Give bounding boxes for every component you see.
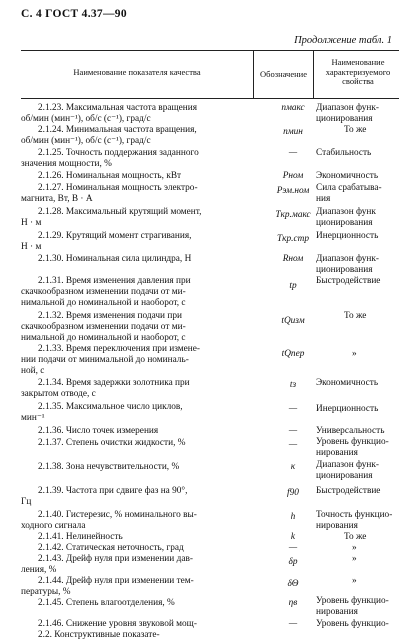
row-param-line: 2.1.38. Зона нечувствительности, %	[38, 462, 180, 472]
row-param-line: 2.1.44. Дрейф нуля при изменении тем-	[38, 576, 194, 586]
row-param-line: ной, с	[21, 366, 45, 376]
row-property: »	[352, 349, 357, 359]
column-header-property: Наименование характеризуемого свойства	[325, 57, 391, 86]
row-property: Уровень функцио-	[316, 619, 389, 629]
column-header-symbol: Обозначение	[260, 69, 307, 79]
row-property: нирования	[316, 521, 358, 531]
row-property: То же	[344, 125, 367, 135]
row-param-line: 2.1.30. Номинальная сила цилиндра, Н	[38, 254, 192, 264]
row-param-line: 2.1.27. Номинальная мощность электро-	[38, 183, 198, 193]
row-param-line: ления, %	[21, 565, 57, 575]
row-param-line: 2.1.29. Крутящий момент страгивания,	[38, 231, 192, 241]
row-symbol: ηв	[288, 598, 298, 608]
row-param-line: 2.1.36. Число точек измерения	[38, 426, 159, 436]
row-param-line: пературы, %	[21, 587, 71, 597]
row-symbol: tз	[289, 380, 297, 390]
row-param-line: 2.1.42. Статическая неточность, град	[38, 543, 184, 553]
row-property: Экономичность	[316, 171, 379, 181]
row-symbol: nмакс	[281, 103, 305, 113]
row-symbol: Tкр.макс	[275, 210, 311, 220]
row-symbol: —	[288, 426, 298, 436]
row-param-line: закрытом отводе, с	[21, 389, 96, 399]
row-param-line: магнита, Вт, В · А	[21, 194, 93, 204]
row-symbol: k	[290, 532, 296, 542]
row-symbol: δΘ	[287, 579, 299, 589]
row-property: Диапазон функ-	[316, 103, 380, 113]
table-continuation-caption: Продолжение табл. 1	[294, 35, 392, 46]
row-param-line: 2.1.39. Частота при сдвиге фаз на 90°,	[38, 486, 188, 496]
row-param-line: 2.1.31. Время изменения давления при	[38, 276, 191, 286]
row-param-line: 2.1.28. Максимальный крутящий момент,	[38, 207, 202, 217]
row-property: Диапазон функ-	[316, 254, 380, 264]
row-symbol: tQпер	[281, 349, 305, 359]
row-property: »	[352, 543, 357, 553]
row-param-line: об/мин (мин⁻¹), об/с (с⁻¹), град/с	[21, 114, 151, 124]
row-property: Уровень функцио-	[316, 437, 389, 447]
row-param-line: Гц	[21, 497, 32, 507]
row-param-line: 2.1.43. Дрейф нуля при изменении дав-	[38, 554, 193, 564]
row-symbol: Pэм.ном	[276, 186, 310, 196]
row-property: ционирования	[316, 218, 373, 228]
page-header: С. 4 ГОСТ 4.37—90	[21, 8, 127, 20]
row-param-line: Н · м	[21, 218, 42, 228]
row-property: Уровень функцио-	[316, 596, 389, 606]
row-property: Сила срабатыва-	[316, 183, 382, 193]
row-property: Инерционность	[316, 231, 379, 241]
row-param-line: нимальной до номинальной и наоборот, с	[21, 333, 186, 343]
row-property: ционирования	[316, 114, 373, 124]
row-param-line: Н · м	[21, 242, 42, 252]
row-symbol: —	[288, 404, 298, 414]
table-header-rule	[21, 98, 399, 99]
row-param-line: 2.1.25. Точность поддержания заданного	[38, 148, 199, 158]
row-property: ционирования	[316, 265, 373, 275]
row-symbol: nмин	[283, 127, 303, 137]
row-param-line: 2.1.24. Минимальная частота вращения,	[38, 125, 197, 135]
row-param-line: об/мин (мин⁻¹), об/с (с⁻¹), град/с	[21, 136, 151, 146]
row-property: Диапазон функ	[316, 207, 376, 217]
row-param-line: 2.1.41. Нелинейность	[38, 532, 123, 542]
row-symbol: f90	[287, 488, 299, 498]
row-param-line: нии подачи от минимальной до номиналь-	[21, 355, 189, 365]
row-property: Универсальность	[316, 426, 385, 436]
row-param-line: 2.1.23. Максимальная частота вращения	[38, 103, 197, 113]
row-property: Экономичность	[316, 378, 379, 388]
row-property: нирования	[316, 448, 358, 458]
row-property: Стабильность	[316, 148, 372, 158]
row-param-line: нимальной до номинальной и наоборот, с	[21, 298, 186, 308]
column-divider	[313, 50, 314, 98]
row-param-line: скачкообразном изменении подачи от ми-	[21, 322, 186, 332]
row-symbol: δp	[288, 557, 298, 567]
row-symbol: —	[288, 148, 298, 158]
row-param-line: скачкообразном изменении подачи от ми-	[21, 287, 186, 297]
row-property: »	[352, 576, 357, 586]
row-param-line: ходного сигнала	[21, 521, 86, 531]
row-symbol: tQизм	[281, 316, 305, 326]
row-symbol: —	[288, 543, 298, 553]
row-symbol: κ	[290, 462, 296, 472]
table-top-rule	[21, 50, 399, 51]
row-param-line: 2.1.35. Максимальное число циклов,	[38, 402, 183, 412]
row-param-line: 2.1.33. Время переключения при измене-	[38, 344, 200, 354]
row-property: Точность функцио-	[316, 510, 393, 520]
row-property: ционирования	[316, 471, 373, 481]
row-symbol: Pном	[282, 171, 304, 181]
row-param-line: значения мощности, %	[21, 159, 112, 169]
row-symbol: h	[290, 512, 296, 522]
row-param-line: 2.1.26. Номинальная мощность, кВт	[38, 171, 182, 181]
row-property: нирования	[316, 607, 358, 617]
row-property: Инерционность	[316, 404, 379, 414]
row-param-line: 2.1.40. Гистерезис, % номинального вы-	[38, 510, 197, 520]
row-param-line: мин⁻¹	[21, 413, 45, 423]
row-param-line: 2.1.34. Время задержки золотника при	[38, 378, 190, 388]
row-property: Быстродействие	[316, 486, 381, 496]
row-property: То же	[344, 311, 367, 321]
row-property: То же	[344, 532, 367, 542]
row-property: »	[352, 554, 357, 564]
row-param-line: 2.1.46. Снижение уровня звуковой мощ-	[38, 619, 197, 629]
row-param-line: 2.1.45. Степень влагоотделения, %	[38, 598, 175, 608]
column-header-param: Наименование показателя качества	[73, 67, 201, 77]
row-symbol: Rном	[282, 254, 304, 264]
row-symbol: —	[288, 440, 298, 450]
row-param-line: 2.1.32. Время изменения подачи при	[38, 311, 182, 321]
row-property: Быстродействие	[316, 276, 381, 286]
row-property: Диапазон функ-	[316, 460, 380, 470]
row-symbol: tp	[289, 281, 297, 291]
row-param-line: 2.1.37. Степень очистки жидкости, %	[38, 438, 186, 448]
row-property: ния	[316, 194, 331, 204]
row-symbol: —	[288, 619, 298, 629]
row-param-line: 2.2. Конструктивные показате-	[38, 630, 160, 640]
row-symbol: Tкр.стр	[277, 234, 309, 244]
